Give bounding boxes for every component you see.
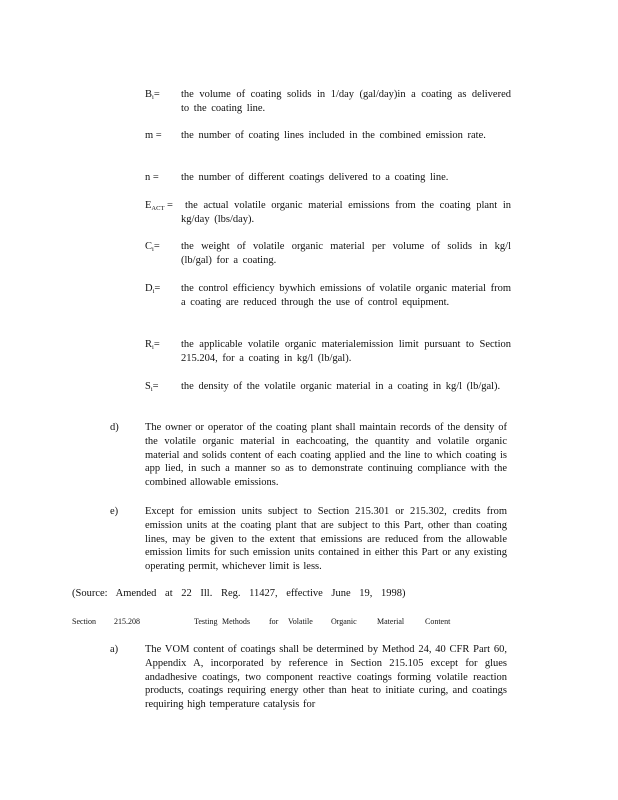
definition-m bbox=[145, 129, 515, 143]
definition-text: the volume of coating solids in 1/day (gal/day)in a coating as delivered to the coating line. bbox=[181, 89, 511, 114]
paragraph-label: d) bbox=[110, 422, 119, 433]
section-title-word: Methods bbox=[222, 617, 250, 626]
definition-c bbox=[145, 240, 515, 268]
definition-symbol: EACT = bbox=[145, 200, 173, 212]
section-number: 215.208 bbox=[114, 617, 140, 626]
section-title-word: Organic bbox=[331, 617, 357, 626]
definition-text: the applicable volatile organic materialemission limit pursuant to Section 215.204, for a coating in kg/l (lb/gal). bbox=[181, 339, 511, 364]
definition-text: the actual volatile organic material emissions from the coating plant in kg/day (lbs/day). bbox=[181, 200, 511, 225]
definition-text: the density of the volatile organic material in a coating in kg/l (lb/gal). bbox=[181, 381, 501, 392]
definition-symbol: Ri= bbox=[145, 339, 160, 351]
definition-text: the number of different coatings delivered to a coating line. bbox=[181, 172, 449, 183]
section-title-word: Material bbox=[377, 617, 405, 626]
source-note: (Source: Amended at 22 Ill. Reg. 11427, effective June 19, 1998) bbox=[72, 588, 406, 599]
paragraph-label: e) bbox=[110, 506, 119, 517]
definition-r bbox=[145, 338, 515, 366]
definition-text: the weight of volatile organic material per volume of solids in kg/l (lb/gal) for a coating. bbox=[181, 241, 511, 266]
paragraph-text: The VOM content of coatings shall be determined by Method 24, 40 CFR Part 60, Appendix A, incorporated by reference in Section 215.105 except for glues andadhesive coatings, two component reactive coatings forming volatile reaction products, coatings requiring energy other than heat to initiate curing, and coatings requiring high temperature catalysis for bbox=[145, 644, 507, 711]
definition-symbol: Bi= bbox=[145, 89, 160, 101]
definition-n bbox=[145, 171, 515, 185]
definition-text: the control efficiency bywhich emissions of volatile organic material from a coating are reduced through the use of control equipment. bbox=[181, 283, 511, 308]
definition-symbol: Ci= bbox=[145, 241, 160, 253]
paragraph-text: Except for emission units subject to Section 215.301 or 215.302, credits from emission units at the coating plant that are subject to this Part, other than coating lines, may be given to the extent that emissions are reduced from the allowable emission limits for such emission units contained in either this Part or any existing operating permit, whichever limit is less. bbox=[145, 506, 507, 573]
paragraph-text: The owner or operator of the coating plant shall maintain records of the density of the volatile organic material in eachcoating, the quantity and volatile organic material and solids content of each coating applied and the line to which coating is app lied, in such a manner so as to demonstrate continuing compliance with the combined allowable emissions. bbox=[145, 422, 507, 489]
paragraph-label: a) bbox=[110, 644, 119, 655]
paragraph-e bbox=[110, 505, 510, 574]
definition-symbol: n = bbox=[145, 172, 159, 183]
definition-symbol: Si= bbox=[145, 381, 159, 393]
paragraph-d bbox=[110, 421, 510, 490]
definition-s bbox=[145, 380, 515, 394]
definition-text: the number of coating lines included in the combined emission rate. bbox=[181, 130, 486, 141]
definition-b bbox=[145, 88, 515, 116]
section-title-word: for bbox=[269, 617, 279, 626]
definition-eact bbox=[145, 199, 515, 227]
definition-symbol: m = bbox=[145, 130, 162, 141]
section-title-word: Testing bbox=[194, 617, 218, 626]
section-title-word: Content bbox=[425, 617, 451, 626]
definition-symbol: Di= bbox=[145, 283, 161, 295]
section-title-word: Volatile bbox=[288, 617, 313, 626]
paragraph-a bbox=[110, 643, 510, 712]
definition-d bbox=[145, 282, 515, 310]
section-label: Section bbox=[72, 617, 96, 626]
